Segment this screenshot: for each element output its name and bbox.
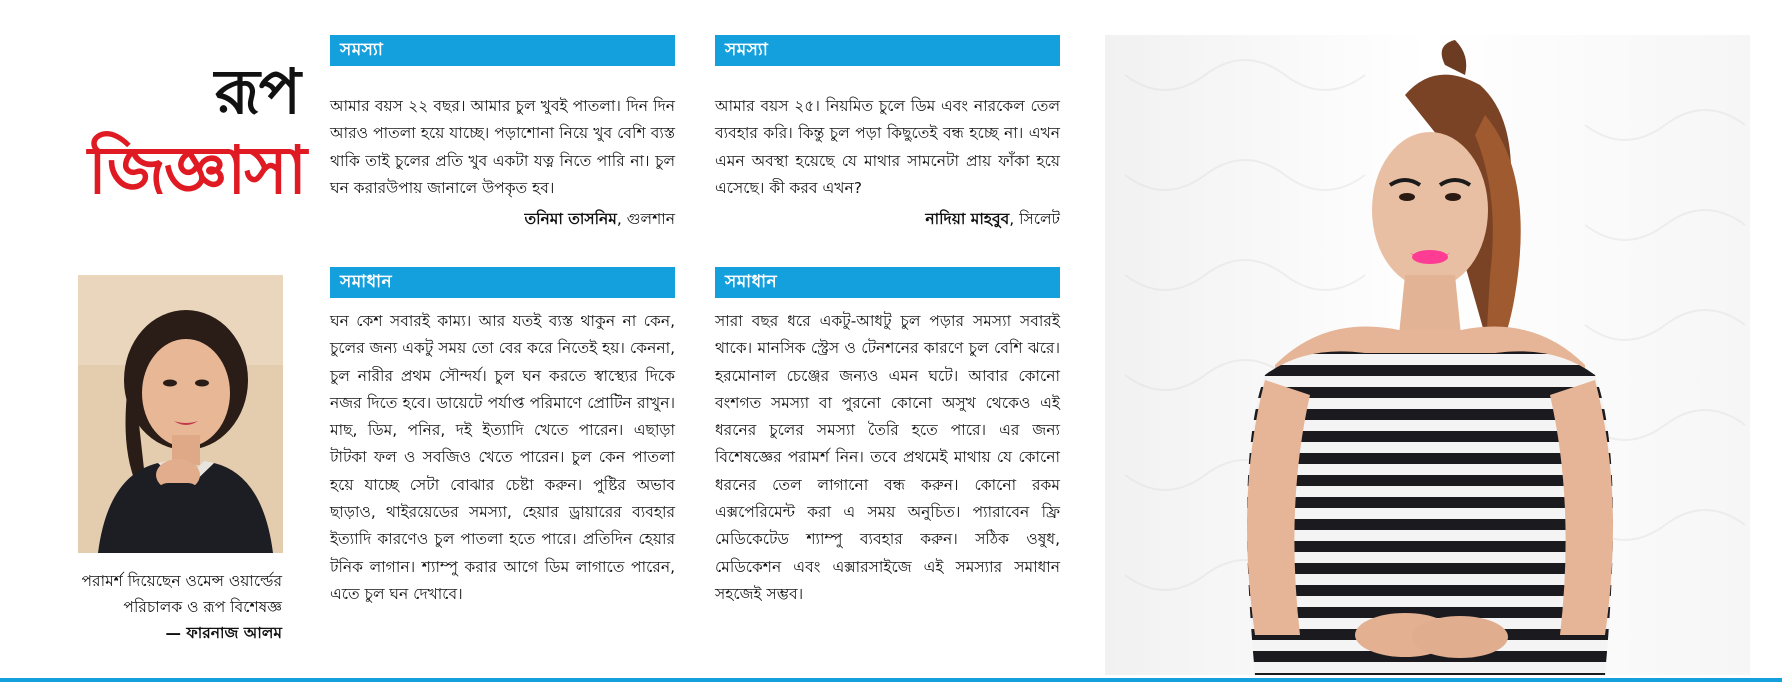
expert-portrait-illustration [78, 275, 283, 553]
expert-caption [20, 568, 282, 646]
column1-asker-place: , গুলশান [616, 210, 675, 229]
model-photo [1105, 35, 1750, 675]
column2-answer-text: সারা বছর ধরে একটু-আধটু চুল পড়ার সমস্যা সবারই থাকে। মানসিক স্ট্রেস ও টেনশনের কারণে চুল বেশি ঝরে। হরমোনাল চেঞ্জের জন্যও এমন ঘটে। আবার কোনো বংশগত সমস্যা বা পুরনো কোনো অসুখ থেকেও এই ধরনের চুলের সমস্যা তৈরি হতে পারে। এর জন্য বিশেষজ্ঞের পরামর্শ নিন। তবে প্রথমেই মাথায় যে কোনো ধরনের তেল লাগানো বন্ধ করুন। কোনো রকম এক্সপেরিমেন্ট করা এ সময় অনুচিত। প্যারাবেন ফ্রি মেডিকেটেড শ্যাম্পু ব্যবহার করুন। সঠিক ওষুধ, মেডিকেশন এবং এক্সারসাইজে এই সমস্যার সমাধান সহজেই সম্ভব। [715, 312, 1060, 603]
expert-caption-line2: পরিচালক ও রূপ বিশেষজ্ঞ [123, 598, 282, 616]
model-photo-illustration [1105, 35, 1750, 675]
expert-name: — ফারনাজ আলম [165, 624, 282, 642]
column2-answer-block [715, 298, 1060, 608]
expert-caption-line1: পরামর্শ দিয়েছেন ওমেন্স ওয়ার্ল্ডের [81, 572, 282, 590]
question-heading-bar: সমস্যা [330, 35, 675, 66]
column1-asker-name: তনিমা তাসনিম [524, 210, 617, 229]
bottom-rule [0, 678, 1782, 682]
column1-asker [330, 206, 675, 232]
column1-answer-heading [330, 267, 675, 298]
column1-question-block [330, 58, 675, 232]
column2-question-text: আমার বয়স ২৫। নিয়মিত চুলে ডিম এবং নারকেল তেল ব্যবহার করি। কিন্তু চুল পড়া কিছুতেই বন্ধ হচ্ছে না। এখন এমন অবস্থা হয়েছে যে মাথার সামনেটা প্রায় ফাঁকা হয়ে এসেছে। কী করব এখন? [715, 97, 1060, 197]
column1-answer-block [330, 298, 675, 608]
answer-heading-bar: সমাধান [330, 267, 675, 298]
column1-question-text: আমার বয়স ২২ বছর। আমার চুল খুবই পাতলা। দিন দিন আরও পাতলা হয়ে যাচ্ছে। পড়াশোনা নিয়ে খুব বেশি ব্যস্ত থাকি তাই চুলের প্রতি খুব একটা যত্ন নিতে পারি না। চুল ঘন করারউপায় জানালে উপকৃত হব। [330, 97, 675, 197]
column2-question-block [715, 58, 1060, 232]
column2-answer-heading [715, 267, 1060, 298]
answer-heading-bar: সমাধান [715, 267, 1060, 298]
column2-asker-name: নাদিয়া মাহবুব [925, 210, 1010, 229]
column2-asker-place: , সিলেট [1009, 210, 1060, 229]
question-heading-bar: সমস্যা [715, 35, 1060, 66]
expert-portrait [78, 275, 283, 553]
title-jigyasa: জিজ্ঞাসা [88, 131, 305, 209]
title-rup: রূপ [214, 55, 300, 128]
column2-asker [715, 206, 1060, 232]
column1-answer-text: ঘন কেশ সবারই কাম্য। আর যতই ব্যস্ত থাকুন না কেন, চুলের জন্য একটু সময় তো বের করে নিতেই হয়। কেননা, চুল নারীর প্রথম সৌন্দর্য। চুল ঘন করতে স্বাস্থ্যের দিকে নজর দিতে হবে। ডায়েটে পর্যাপ্ত পরিমাণে প্রোটিন রাখুন। মাছ, ডিম, পনির, দই ইত্যাদি খেতে পারেন। এছাড়া টাটকা ফল ও সবজিও খেতে পারেন। চুল কেন পাতলা হয়ে যাচ্ছে সেটা বোঝার চেষ্টা করুন। পুষ্টির অভাব ছাড়াও, থাইরয়েডের সমস্যা, হেয়ার ড্রায়ারের ব্যবহার ইত্যাদি কারণেও চুল পাতলা হতে পারে। প্রতিদিন হেয়ার টনিক লাগান। শ্যাম্পু করার আগে ডিম লাগাতে পারেন, এতে চুল ঘন দেখাবে। [330, 312, 675, 603]
